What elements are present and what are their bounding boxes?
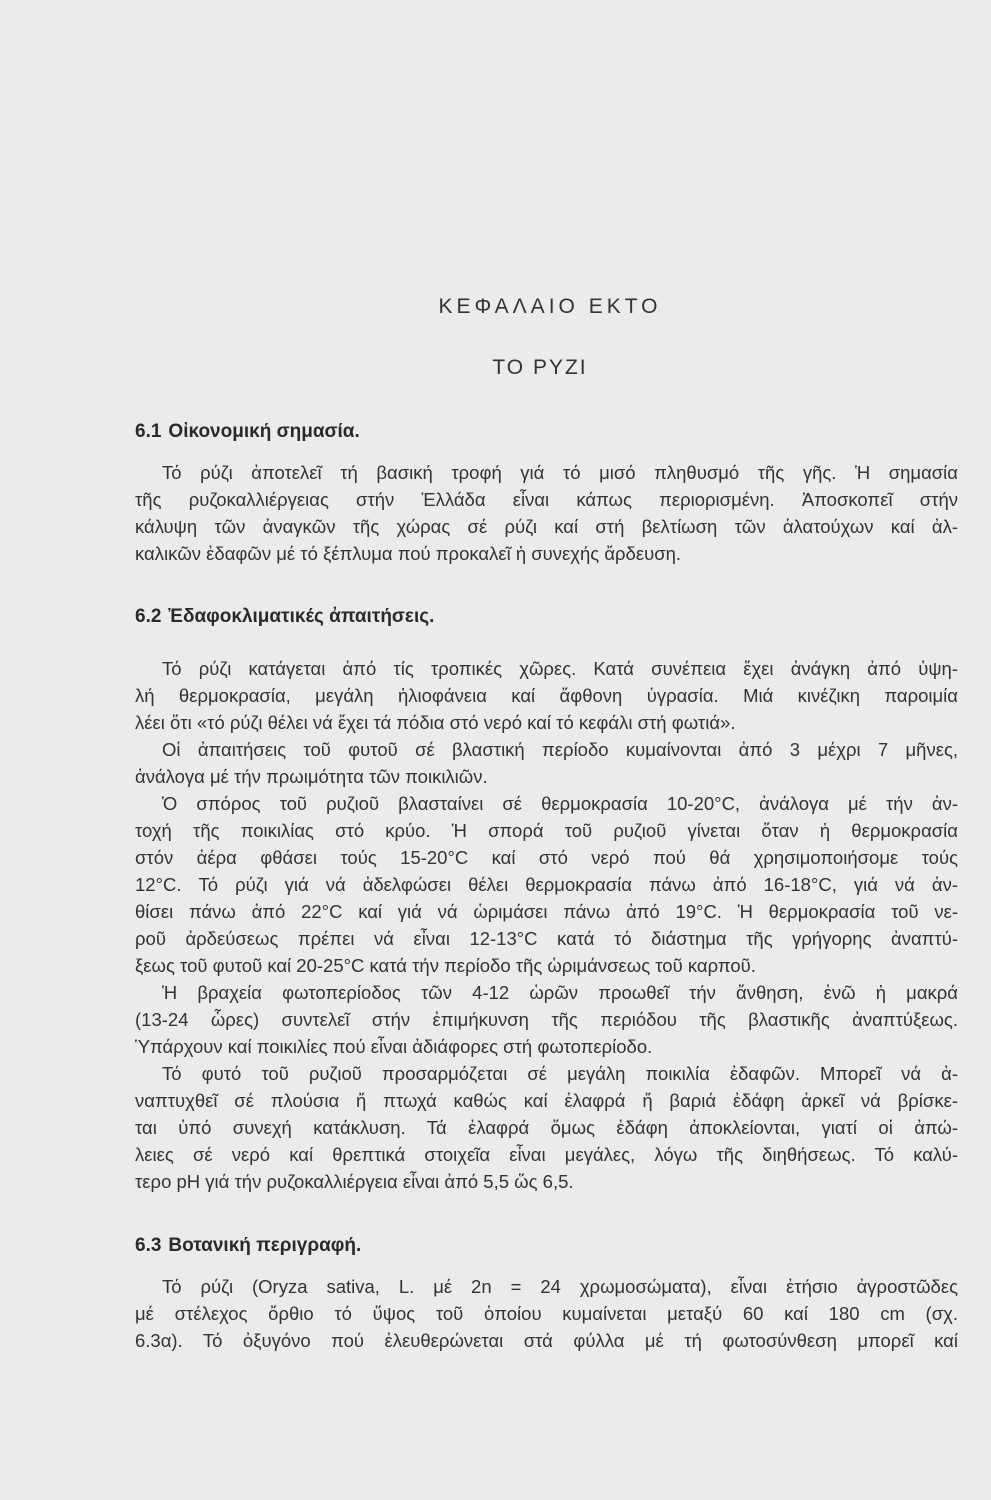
text-line: ναπτυχθεῖ σέ πλούσια ἤ πτωχά καθώς καί ἐλαφρά ἤ βαριά ἐδάφη ἀρκεῖ νά βρίσκε-	[135, 1090, 958, 1111]
section-heading-6-2	[135, 606, 434, 628]
text-line: λέει ὅτι «τό ρύζι θέλει νά ἔχει τά πόδια στό νερό καί τό κεφάλι στή φωτιά».	[135, 712, 736, 733]
text-line: Οἱ ἀπαιτήσεις τοῦ φυτοῦ σέ βλαστική περίοδο κυμαίνονται ἀπό 3 μέχρι 7 μῆνες,	[162, 739, 958, 760]
section-number: 6.2	[135, 606, 162, 627]
text-line: μέ στέλεχος ὄρθιο τό ὕψος τοῦ ὁποίου κυμαίνεται μεταξύ 60 καί 180 cm (σχ.	[135, 1303, 958, 1324]
chapter-label: ΚΕΦΑΛΑΙΟ ΕΚΤΟ	[438, 295, 662, 318]
text-line: λή θερμοκρασία, μεγάλη ἡλιοφάνεια καί ἄφθονη ὑγρασία. Μιά κινέζικη παροιμία	[135, 685, 958, 706]
text-line: τοχή τῆς ποικιλίας στό κρύο. Ἡ σπορά τοῦ ρυζιοῦ γίνεται ὅταν ἡ θερμοκρασία	[135, 820, 958, 841]
text-line: καλικῶν ἐδαφῶν μέ τό ξέπλυμα πού προκαλεῖ ἡ συνεχής ἄρδευση.	[135, 543, 682, 564]
text-line: (13-24 ὧρες) συντελεῖ στήν ἐπιμήκυνση τῆς περιόδου τῆς βλαστικῆς ἀναπτύξεως.	[135, 1009, 958, 1030]
text-line: Τό ρύζι κατάγεται ἀπό τίς τροπικές χῶρες. Κατά συνέπεια ἔχει ἀνάγκη ἀπό ὑψη-	[162, 658, 958, 679]
text-line: ἀνάλογα μέ τήν πρωιμότητα τῶν ποικιλιῶν.	[135, 766, 488, 787]
text-line: στόν ἀέρα φθάσει τούς 15-20°C καί στό νερό πού θά χρησιμοποιήσομε τούς	[135, 847, 958, 868]
text-line: ξεως τοῦ φυτοῦ καί 20-25°C κατά τήν περίοδο τῆς ὡριμάνσεως τοῦ καρποῦ.	[135, 955, 756, 976]
section-title: Βοτανική περιγραφή.	[168, 1235, 362, 1256]
chapter-title: ΤΟ ΡΥΖΙ	[492, 356, 588, 379]
text-line: θίσει πάνω ἀπό 22°C καί γιά νά ὡριμάσει πάνω ἀπό 19°C. Ἡ θερμοκρασία τοῦ νε-	[135, 901, 958, 922]
text-line: Τό φυτό τοῦ ρυζιοῦ προσαρμόζεται σέ μεγάλη ποικιλία ἐδαφῶν. Μπορεῖ νά ἀ-	[162, 1063, 958, 1084]
text-line: ται ὑπό συνεχή κατάκλυση. Τά ἐλαφρά ὅμως ἐδάφη ἀποκλείονται, γιατί οἱ ἀπώ-	[135, 1117, 958, 1138]
section-title: Ἐδαφοκλιματικές ἀπαιτήσεις.	[168, 606, 435, 627]
text-line: Τό ρύζι ἀποτελεῖ τή βασική τροφή γιά τό μισό πληθυσμό τῆς γῆς. Ἡ σημασία	[162, 462, 958, 483]
section-heading-6-1	[135, 421, 360, 443]
text-line: Ἡ βραχεία φωτοπερίοδος τῶν 4-12 ὡρῶν προωθεῖ τήν ἄνθηση, ἐνῶ ἡ μακρά	[162, 982, 958, 1003]
text-line: 6.3α). Τό ὀξυγόνο πού ἐλευθερώνεται στά φύλλα μέ τή φωτοσύνθεση μπορεῖ καί	[135, 1330, 958, 1351]
text-line: τῆς ρυζοκαλλιέργειας στήν Ἑλλάδα εἶναι κάπως περιορισμένη. Ἀποσκοπεῖ στήν	[135, 489, 958, 510]
text-line: λειες σέ νερό καί θρεπτικά στοιχεῖα εἶναι μεγάλες, λόγω τῆς διηθήσεως. Τό καλύ-	[135, 1144, 958, 1165]
text-line: κάλυψη τῶν ἀναγκῶν τῆς χώρας σέ ρύζι καί στή βελτίωση τῶν ἁλατούχων καί ἀλ-	[135, 516, 958, 537]
section-body-6-3	[135, 1273, 958, 1354]
text-line: ροῦ ἀρδεύσεως πρέπει νά εἶναι 12-13°C κατά τό διάστημα τῆς γρήγορης ἀναπτύ-	[135, 928, 958, 949]
section-heading-6-3	[135, 1235, 361, 1257]
section-title: Οἰκονομική σημασία.	[168, 421, 360, 442]
section-number: 6.1	[135, 421, 162, 442]
section-body-6-1	[135, 459, 958, 567]
text-line: Τό ρύζι (Oryza sativa, L. μέ 2n = 24 χρωμοσώματα), εἶναι ἐτήσιο ἀγροστῶδες	[162, 1276, 958, 1297]
section-body-6-2	[135, 655, 958, 1195]
text-line: τερο pH γιά τήν ρυζοκαλλιέργεια εἶναι ἀπό 5,5 ὥς 6,5.	[135, 1171, 574, 1192]
text-line: Ὁ σπόρος τοῦ ρυζιοῦ βλασταίνει σέ θερμοκρασία 10-20°C, ἀνάλογα μέ τήν ἀν-	[162, 793, 958, 814]
section-number: 6.3	[135, 1235, 162, 1256]
text-line: Ὑπάρχουν καί ποικιλίες πού εἶναι ἀδιάφορες στή φωτοπερίοδο.	[135, 1036, 653, 1057]
text-line: 12°C. Τό ρύζι γιά νά ἀδελφώσει θέλει θερμοκρασία πάνω ἀπό 16-18°C, γιά νά ἀν-	[135, 874, 958, 895]
